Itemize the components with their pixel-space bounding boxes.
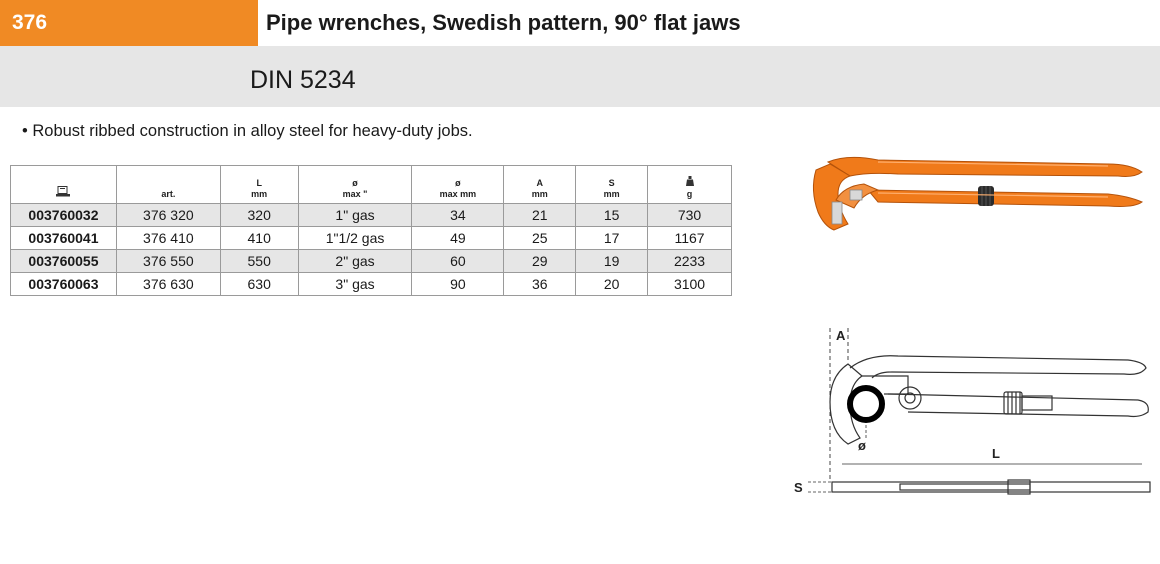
cell-weight: 730 <box>648 204 732 227</box>
cell-code: 003760055 <box>11 250 117 273</box>
header-diameter-inch: ø max " <box>298 166 412 204</box>
cell-diameter-mm: 49 <box>412 227 504 250</box>
wrench-photo <box>808 150 1148 245</box>
table-row <box>11 204 732 227</box>
cell-art: 376 630 <box>116 273 220 296</box>
cell-s: 19 <box>576 250 648 273</box>
cell-length: 410 <box>220 227 298 250</box>
cell-diameter-inch: 1"1/2 gas <box>298 227 412 250</box>
cell-weight: 3100 <box>648 273 732 296</box>
cell-art: 376 550 <box>116 250 220 273</box>
table-row <box>11 250 732 273</box>
feature-bullet: • Robust ribbed construction in alloy steel for heavy-duty jobs. <box>22 122 473 140</box>
table-row <box>11 273 732 296</box>
cell-diameter-mm: 34 <box>412 204 504 227</box>
header-art: art. <box>116 166 220 204</box>
header-code <box>11 166 117 204</box>
wrench-technical-drawing <box>788 320 1156 510</box>
standard-label: DIN 5234 <box>250 66 356 94</box>
cell-diameter-mm: 90 <box>412 273 504 296</box>
cell-a: 21 <box>504 204 576 227</box>
table-header-row <box>11 166 732 204</box>
standard-band <box>0 46 1160 107</box>
table-row <box>11 227 732 250</box>
cell-diameter-mm: 60 <box>412 250 504 273</box>
code-label-icon <box>55 186 71 197</box>
cell-diameter-inch: 3" gas <box>298 273 412 296</box>
header-diameter-mm: ø max mm <box>412 166 504 204</box>
cell-s: 15 <box>576 204 648 227</box>
cell-code: 003760063 <box>11 273 117 296</box>
cell-art: 376 410 <box>116 227 220 250</box>
cell-a: 25 <box>504 227 576 250</box>
label-a: A <box>836 328 846 343</box>
header-a: A mm <box>504 166 576 204</box>
label-diameter: ø <box>858 438 866 453</box>
label-length: L <box>992 446 1000 461</box>
pipe-section <box>850 388 882 420</box>
cell-diameter-inch: 1" gas <box>298 204 412 227</box>
page-title: Pipe wrenches, Swedish pattern, 90° flat jaws <box>266 10 741 35</box>
cell-a: 29 <box>504 250 576 273</box>
section-number: 376 <box>0 0 258 46</box>
cell-code: 003760032 <box>11 204 117 227</box>
cell-s: 17 <box>576 227 648 250</box>
label-s: S <box>794 480 803 495</box>
header-weight: g <box>648 166 732 204</box>
cell-art: 376 320 <box>116 204 220 227</box>
cell-weight: 1167 <box>648 227 732 250</box>
weight-icon <box>686 176 694 186</box>
cell-length: 550 <box>220 250 298 273</box>
cell-length: 630 <box>220 273 298 296</box>
spec-table <box>10 165 732 296</box>
cell-length: 320 <box>220 204 298 227</box>
cell-code: 003760041 <box>11 227 117 250</box>
cell-a: 36 <box>504 273 576 296</box>
cell-weight: 2233 <box>648 250 732 273</box>
cell-diameter-inch: 2" gas <box>298 250 412 273</box>
header-length: L mm <box>220 166 298 204</box>
header-s: S mm <box>576 166 648 204</box>
cell-s: 20 <box>576 273 648 296</box>
